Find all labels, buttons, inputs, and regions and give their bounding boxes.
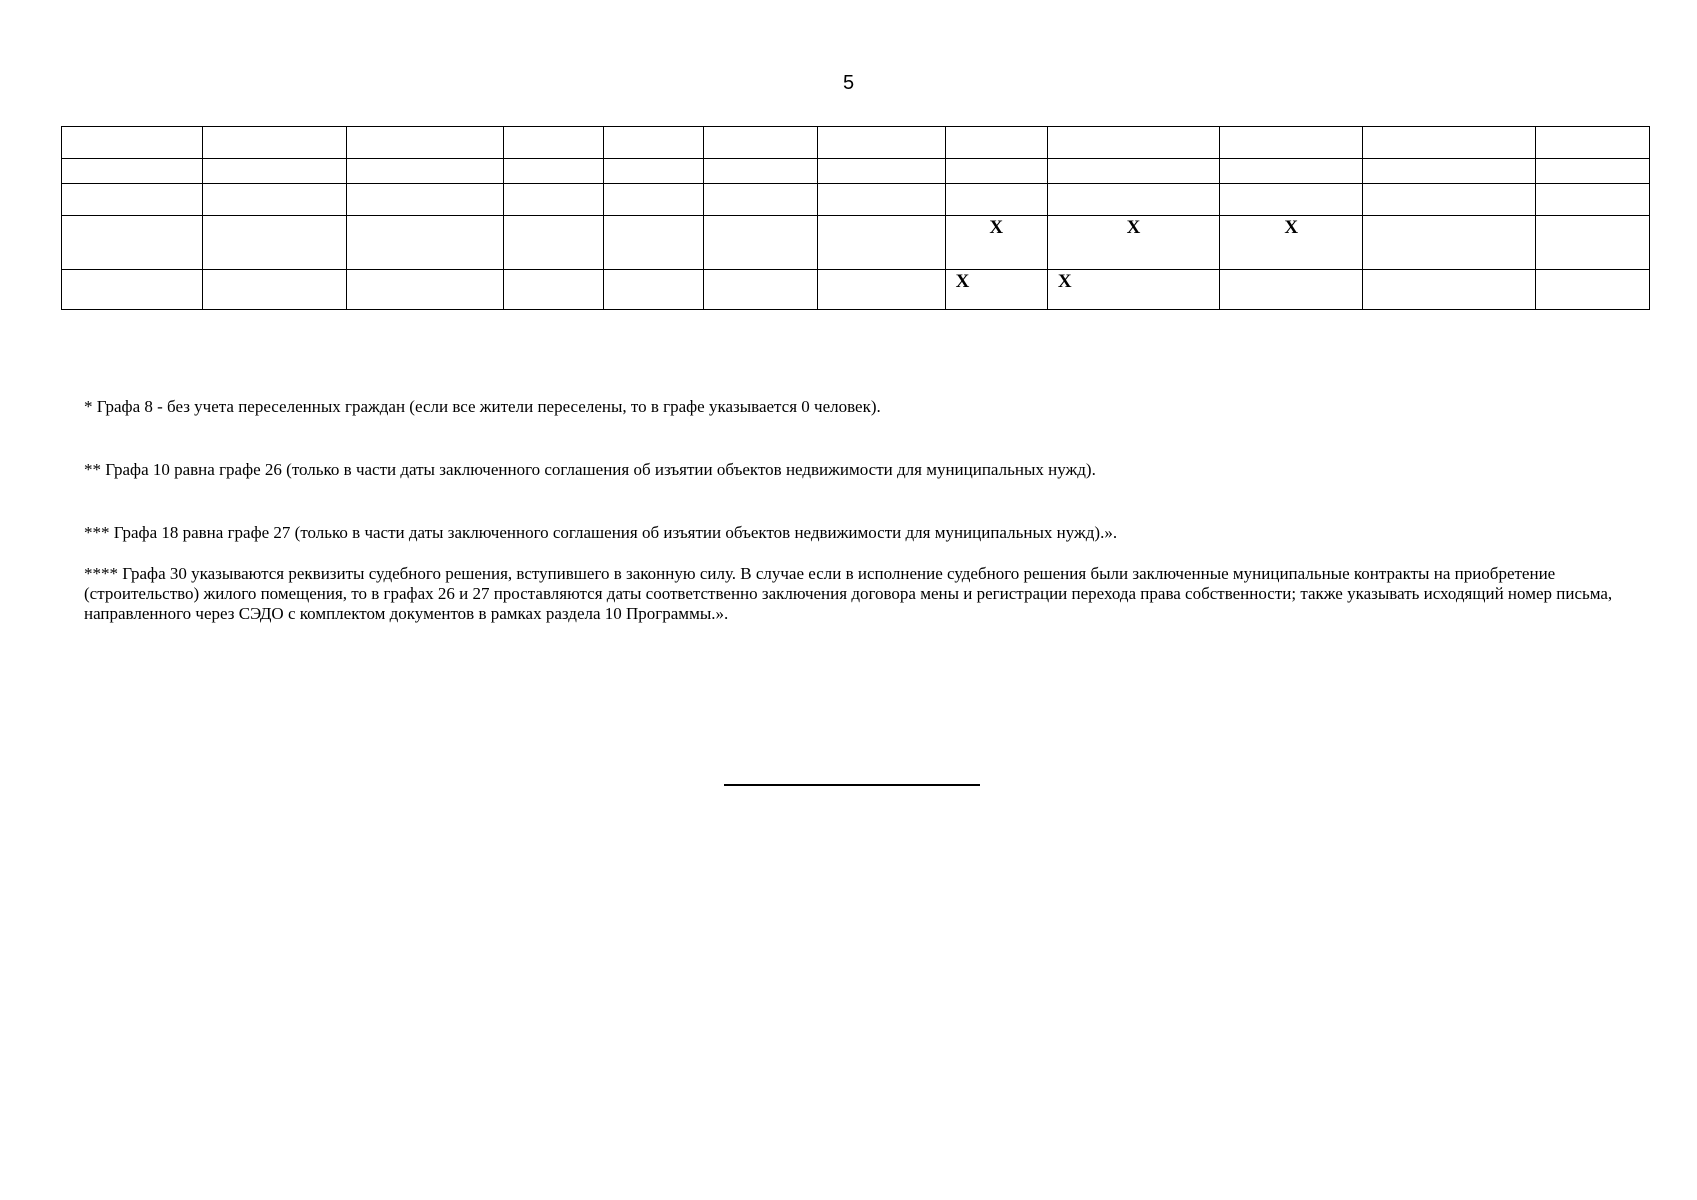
table-cell: [1220, 270, 1363, 310]
table-row: [62, 159, 1650, 184]
table-cell: [346, 184, 503, 216]
table-cell: [1047, 127, 1219, 159]
table-cell: [945, 127, 1047, 159]
table-row: [62, 184, 1650, 216]
table-cell-mark: X: [945, 270, 1047, 310]
table-cell: [818, 216, 945, 270]
table-cell: [1363, 216, 1535, 270]
table-cell: [1363, 270, 1535, 310]
footnote-3: *** Графа 18 равна графе 27 (только в части даты заключенного соглашения об изъятии объектов недвижимости для муниципальных нужд).».: [84, 523, 1118, 542]
table-cell: [604, 184, 704, 216]
table-cell-mark: X: [1047, 270, 1219, 310]
table-cell: [818, 184, 945, 216]
table-cell: [1220, 159, 1363, 184]
table-cell: [704, 184, 818, 216]
footnote-1: * Графа 8 - без учета переселенных граждан (если все жители переселены, то в графе указывается 0 человек).: [84, 397, 881, 416]
table-cell: [1220, 184, 1363, 216]
table-cell: [203, 127, 346, 159]
table-cell: [503, 127, 603, 159]
table-cell: [1535, 159, 1649, 184]
table-cell: [62, 216, 203, 270]
table-cell: [818, 127, 945, 159]
table-cell: [1363, 184, 1535, 216]
table-cell: [1535, 270, 1649, 310]
table-cell: [704, 127, 818, 159]
table-cell: [203, 216, 346, 270]
table-cell: [503, 270, 603, 310]
table-cell: [818, 270, 945, 310]
table-cell: [704, 216, 818, 270]
table-cell: [945, 184, 1047, 216]
table-cell: [346, 127, 503, 159]
table-cell: [503, 184, 603, 216]
table-cell: [203, 184, 346, 216]
table-cell: [1047, 184, 1219, 216]
table-cell: [1220, 127, 1363, 159]
table-cell: [346, 159, 503, 184]
table-cell-mark: X: [1047, 216, 1219, 270]
table-cell: [604, 159, 704, 184]
table-cell: [818, 159, 945, 184]
table-cell: [62, 270, 203, 310]
table-cell: [604, 216, 704, 270]
table-cell: [1535, 216, 1649, 270]
table-cell: [62, 184, 203, 216]
table-cell: [704, 270, 818, 310]
table-cell: [346, 216, 503, 270]
table-cell: [203, 159, 346, 184]
footnote-4: **** Графа 30 указываются реквизиты судебного решения, вступившего в законную силу. В случае если в исполнение судебного решения были заключенные муниципальные контракты на приобретение (строительство) жилого помещения, то в графах 26 и 27 проставляются даты соответственно заключения договора мены и регистрации перехода права собственности; также указывать исходящий номер письма, направленного через СЭДО с комплектом документов в рамках раздела 10 Программы.».: [84, 564, 1613, 623]
table-cell-mark: X: [1220, 216, 1363, 270]
table-cell: [604, 270, 704, 310]
table-row: [62, 127, 1650, 159]
table-cell: [62, 159, 203, 184]
table-cell: [346, 270, 503, 310]
footnote-2: ** Графа 10 равна графе 26 (только в части даты заключенного соглашения об изъятии объектов недвижимости для муниципальных нужд).: [84, 460, 1096, 479]
table-cell: [704, 159, 818, 184]
table-cell: [1047, 159, 1219, 184]
table-cell: [503, 159, 603, 184]
page-number: 5: [842, 72, 855, 94]
table-row: [62, 216, 1650, 270]
data-table: [61, 126, 1650, 310]
table-cell: [503, 216, 603, 270]
end-divider-line: [724, 784, 980, 786]
table-row: [62, 270, 1650, 310]
table-cell: [1535, 127, 1649, 159]
footnotes: [84, 397, 1674, 624]
table-cell-mark: X: [945, 216, 1047, 270]
table-cell: [203, 270, 346, 310]
table-cell: [62, 127, 203, 159]
table-cell: [604, 127, 704, 159]
table-cell: [1363, 159, 1535, 184]
table-cell: [945, 159, 1047, 184]
table-cell: [1363, 127, 1535, 159]
table-cell: [1535, 184, 1649, 216]
